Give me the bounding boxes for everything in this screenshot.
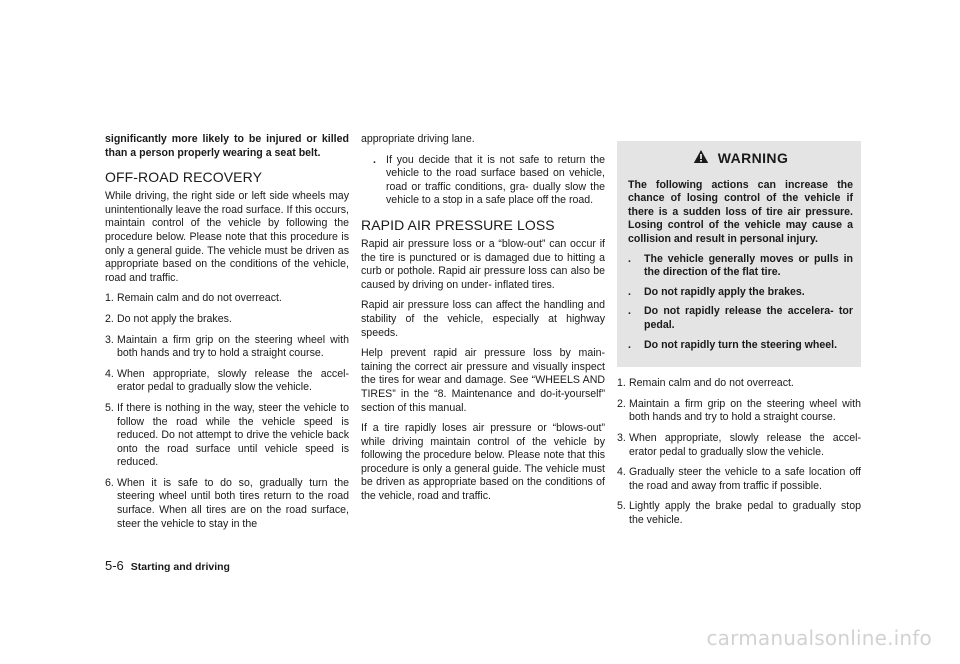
list-item [617,398,861,425]
step-number: 3. [105,333,114,346]
rapid-paragraph: Rapid air pressure loss can affect the handling and stability of the vehicle, especially at highway speeds. [361,299,605,339]
list-item [361,154,605,208]
offroad-recovery-heading: OFF-ROAD RECOVERY [105,169,263,186]
step-number: 5. [617,500,626,513]
bullet-text: The vehicle generally moves or pulls in the direction of the flat tire. [644,252,853,279]
watermark: carmanualsonline.info [706,626,932,650]
list-item [105,292,349,306]
offroad-paragraph: While driving, the right side or left side wheels may unintentionally leave the road surface. If this occurs, maintain control of the vehicle by following the procedure below. Please note that this procedure is only a general guide. The vehicle must be driven as appropriate based on the conditions of the vehicle, road and traffic. [105,190,349,284]
bullet-text: Do not rapidly turn the steering wheel. [644,338,838,351]
step-text: Do not apply the brakes. [117,312,232,325]
list-item [628,253,853,280]
warning-bullet-list [628,253,853,353]
list-item [105,334,349,361]
middle-column [361,133,605,511]
step-number: 1. [617,377,626,390]
bullet-text: If you decide that it is not safe to return the vehicle to the road surface based on vehicle, road or traffic conditions, gra- dually slow the vehicle to a stop in a safe place off the road. [386,153,605,207]
offroad-steps-list [105,292,349,531]
step-number: 1. [105,292,114,305]
step-text: Maintain a firm grip on the steering wheel with both hands and try to hold a straight course. [117,333,349,360]
step-number: 2. [617,397,626,410]
step-text: Gradually steer the vehicle to a safe location off the road and away from traffic if possible. [629,466,861,492]
list-item [105,313,349,327]
list-item [105,368,349,395]
warning-header [628,149,853,169]
step-text: Remain calm and do not overreact. [629,377,794,390]
step-number: 4. [617,466,626,479]
list-item [628,339,853,353]
warning-title: WARNING [717,150,789,166]
bullet-text: Do not rapidly apply the brakes. [644,285,805,298]
bullet-mark: . [373,153,376,166]
section-title: Starting and driving [130,561,230,573]
continuation-text: appropriate driving lane. [361,133,475,145]
step-text: Lightly apply the brake pedal to gradually stop the vehicle. [629,500,861,526]
page-footer [105,559,230,575]
bullet-mark: . [628,252,631,265]
page-number: 5-6 [105,558,124,573]
offroad-bullet-list [361,154,605,208]
warning-box [617,141,861,367]
warning-triangle-icon [693,149,709,169]
list-item [617,500,861,527]
list-item [628,305,853,332]
bullet-mark: . [628,338,631,351]
bullet-mark: . [628,285,631,298]
list-item [105,402,349,470]
step-number: 5. [105,401,114,414]
step-number: 2. [105,312,114,325]
step-text: When it is safe to do so, gradually turn the steering wheel until both tires return to the road surface. When all tires are on the road surface, steer the vehicle to stay in the [117,476,349,530]
step-number: 6. [105,476,114,489]
list-item [628,286,853,300]
intro-bold-text: significantly more likely to be injured or killed than a person properly wearing a seat belt. [105,133,349,159]
step-number: 3. [617,431,626,444]
list-item [617,377,861,391]
bullet-mark: . [628,305,631,318]
step-text: Remain calm and do not overreact. [117,292,282,305]
step-text: When appropriate, slowly release the accel- erator pedal to gradually slow the vehicle. [117,367,349,394]
rapid-paragraph: Help prevent rapid air pressure loss by main- taining the correct air pressure and visually inspect the tires for wear and damage. See “WHEELS AND TIRES” in the “8. Maintenance and do-it-yourself” section of this manual. [361,347,605,414]
list-item [617,432,861,459]
list-item [617,466,861,493]
rapid-paragraph: Rapid air pressure loss or a “blow-out” can occur if the tire is punctured or is damaged due to hitting a curb or pothole. Rapid air pressure loss can also be caused by driving on under- inflated tires. [361,237,605,291]
list-item [105,477,349,531]
right-column [617,133,861,534]
step-text: If there is nothing in the way, steer the vehicle to follow the road while the vehicle speed is reduced. Do not attempt to drive the vehicle back onto the road surface until vehicle speed is reduced. [117,401,349,469]
rapid-paragraph: If a tire rapidly loses air pressure or “blows-out” while driving maintain control of the vehicle by following the procedure below. Please note that this procedure is only a general guide. The vehicle must be driven as appropriate based on the conditions of the vehicle, road and traffic. [361,422,605,503]
bullet-text: Do not rapidly release the accelera- tor pedal. [644,305,853,331]
left-column [105,133,349,538]
rapid-air-pressure-heading: RAPID AIR PRESSURE LOSS [361,216,555,233]
step-text: When appropriate, slowly release the accel- erator pedal to gradually slow the vehicle. [629,431,861,458]
step-text: Maintain a firm grip on the steering wheel with both hands and try to hold a straight course. [629,397,861,424]
warning-intro: The following actions can increase the chance of losing control of the vehicle if there is a sudden loss of tire air pressure. Losing control of the vehicle may cause a collision and result in personal injury. [628,178,853,245]
step-number: 4. [105,367,114,380]
blowout-steps-list [617,377,861,527]
